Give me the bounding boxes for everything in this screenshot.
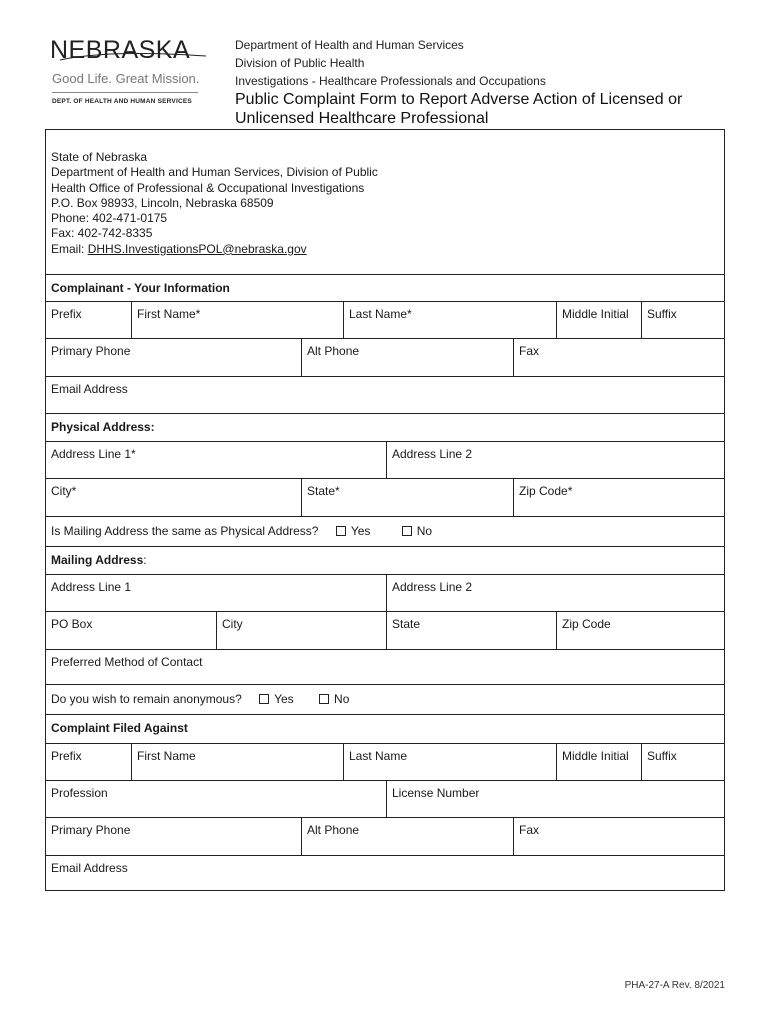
against-profession-row [46,781,724,818]
complainant-email-field[interactable] [46,377,726,413]
field-label: Email Address [51,382,128,396]
anonymous-no-option[interactable] [319,692,349,706]
field-label: Alt Phone [307,344,360,358]
header-line-2: Division of Public Health [235,56,365,70]
mailing-state-field[interactable] [386,612,556,649]
anonymous-yes-option[interactable] [259,692,294,706]
section-mailing-address [46,547,724,575]
complainant-last-name-field[interactable] [343,302,556,338]
field-label: Middle Initial [562,749,629,763]
against-prefix-field[interactable] [46,744,131,780]
logo-swoosh-icon [58,50,208,64]
logo-rule [52,92,198,93]
field-label: State [392,617,421,631]
preferred-contact-row [46,650,724,685]
complainant-fax-field[interactable] [513,339,726,376]
contact-fax: Fax: 402-742-8335 [51,226,153,241]
against-primary-phone-field[interactable] [46,818,301,855]
against-last-name-field[interactable] [343,744,556,780]
against-license-number-field[interactable] [386,781,726,817]
anonymous-question [51,692,349,706]
field-label: Fax [519,344,540,358]
field-label: Address Line 2 [392,447,473,461]
option-label: No [416,524,433,538]
field-label: Email Address [51,861,128,875]
contact-line: P.O. Box 98933, Lincoln, Nebraska 68509 [51,195,274,210]
contact-line: Department of Health and Human Services, Division of Public [51,165,378,180]
field-label: City* [51,484,77,498]
field-label: Prefix [51,749,82,763]
form-title-line-2: Unlicensed Healthcare Professional [235,110,489,127]
against-fax-field[interactable] [513,818,726,855]
against-middle-initial-field[interactable] [556,744,641,780]
field-label: Last Name* [349,307,412,321]
mailing-same-yes-option[interactable] [336,524,371,538]
field-label: State* [307,484,340,498]
complaint-form [45,129,725,891]
section-complaint-against [46,715,724,744]
mailing-same-question [51,524,432,538]
field-label: Address Line 1 [51,580,132,594]
mailing-same-no-option[interactable] [402,524,432,538]
contact-phone: Phone: 402-471-0175 [51,211,168,226]
against-suffix-field[interactable] [641,744,726,780]
field-label: Fax [519,823,540,837]
form-header [235,36,735,128]
field-label: Address Line 1* [51,447,136,461]
complainant-phone-row [46,339,724,377]
physical-zip-field[interactable] [513,479,726,516]
field-label: Middle Initial [562,307,629,321]
against-first-name-field[interactable] [131,744,343,780]
physical-address-lines-row [46,442,724,479]
mailing-city-row [46,612,724,650]
field-label: City [222,617,243,631]
physical-city-field[interactable] [46,479,301,516]
form-revision: PHA-27-A Rev. 8/2021 [624,980,725,991]
preferred-contact-field[interactable] [46,650,726,684]
option-label: Yes [274,692,294,706]
complainant-email-row [46,377,724,414]
logo-dept: DEPT. OF HEALTH AND HUMAN SERVICES [52,98,192,105]
field-label: Primary Phone [51,344,131,358]
field-label: Zip Code* [519,484,573,498]
physical-city-row [46,479,724,517]
against-name-row [46,744,724,781]
against-alt-phone-field[interactable] [301,818,513,855]
complainant-middle-initial-field[interactable] [556,302,641,338]
checkbox-icon[interactable] [402,526,412,536]
complainant-primary-phone-field[interactable] [46,339,301,376]
physical-address-line-2-field[interactable] [386,442,726,478]
anonymous-question-row [46,685,724,715]
mailing-address-lines-row [46,575,724,612]
against-email-field[interactable] [46,856,726,892]
logo-wordmark: NEBRASKA [50,36,191,64]
header-line-3: Investigations - Healthcare Professionals and Occupations [235,74,546,88]
field-label: Last Name [349,749,408,763]
field-label: Address Line 2 [392,580,473,594]
field-label: Prefix [51,307,82,321]
complainant-suffix-field[interactable] [641,302,726,338]
against-profession-field[interactable] [46,781,386,817]
field-label: Zip Code [562,617,611,631]
contact-email-line [51,242,378,257]
question-label: Is Mailing Address the same as Physical Address? [51,524,319,538]
section-heading [51,553,147,567]
section-heading: Complainant - Your Information [51,281,230,295]
section-heading: Complaint Filed Against [51,721,188,735]
against-phone-row [46,818,724,856]
question-label: Do you wish to remain anonymous? [51,692,242,706]
physical-state-field[interactable] [301,479,513,516]
mailing-po-box-field[interactable] [46,612,216,649]
physical-address-line-1-field[interactable] [46,442,386,478]
field-label: Suffix [647,749,677,763]
field-label: Alt Phone [307,823,360,837]
mailing-address-line-2-field[interactable] [386,575,726,611]
field-label: PO Box [51,617,93,631]
contact-email-link[interactable]: DHHS.InvestigationsPOL@nebraska.gov [87,241,307,256]
field-label: Suffix [647,307,677,321]
form-title-line-1: Public Complaint Form to Report Adverse Action of Licensed or [235,91,683,108]
against-email-row [46,856,724,892]
checkbox-icon[interactable] [319,694,329,704]
mailing-same-question-row [46,517,724,547]
section-heading: Physical Address: [51,420,155,434]
mailing-address-line-1-field[interactable] [46,575,386,611]
section-heading-text: Mailing Address [51,553,144,567]
logo-tagline: Good Life. Great Mission. [52,71,200,86]
field-label: Primary Phone [51,823,131,837]
field-label: Preferred Method of Contact [51,655,203,669]
section-complainant [46,275,724,302]
contact-line: Health Office of Professional & Occupational Investigations [51,180,365,195]
checkbox-icon[interactable] [259,694,269,704]
mailing-city-field[interactable] [216,612,386,649]
section-heading-colon: : [143,553,147,567]
field-label: Profession [51,786,108,800]
contact-line: State of Nebraska [51,150,148,164]
option-label: Yes [350,524,371,538]
contact-email-label: Email: [51,241,88,256]
nebraska-logo [50,36,210,116]
field-label: License Number [392,786,480,800]
field-label: First Name [137,749,196,763]
checkbox-icon[interactable] [336,526,346,536]
section-physical-address [46,414,724,442]
option-label: No [334,692,350,706]
complainant-first-name-field[interactable] [131,302,343,338]
mailing-zip-field[interactable] [556,612,726,649]
header-line-1: Department of Health and Human Services [235,38,464,52]
complainant-alt-phone-field[interactable] [301,339,513,376]
complainant-name-row [46,302,724,339]
contact-info-block [46,130,724,275]
field-label: First Name* [137,307,201,321]
complainant-prefix-field[interactable] [46,302,131,338]
